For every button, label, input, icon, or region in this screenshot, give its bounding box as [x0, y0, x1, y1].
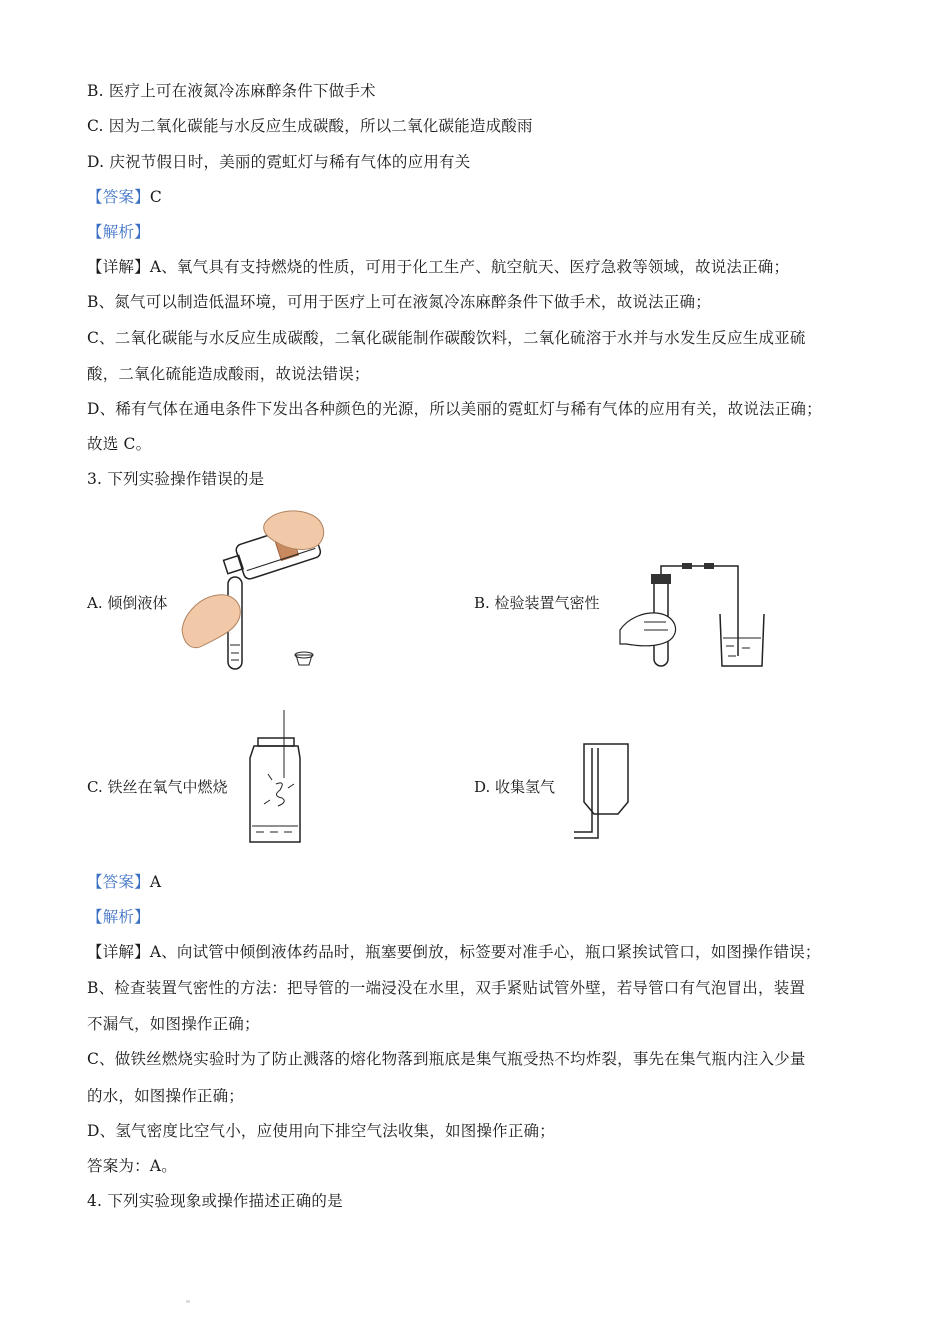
prev-option-c: C. 因为二氧化碳能与水反应生成碳酸，所以二氧化碳能造成酸雨 [87, 117, 533, 135]
q3-detail-b2: 不漏气，如图操作正确； [87, 1015, 260, 1033]
q3-detail-a: A、向试管中倾倒液体药品时，瓶塞要倒放，标签要对准手心，瓶口紧挨试管口，如图操作错误； [149, 943, 821, 961]
q4-stem: 4. 下列实验现象或操作描述正确的是 [87, 1192, 343, 1210]
q2-detail-a: A、氧气具有支持燃烧的性质，可用于化工生产、航空航天、医疗急救等领域，故说法正确； [149, 258, 790, 276]
prev-option-d: D. 庆祝节假日时，美丽的霓虹灯与稀有气体的应用有关 [87, 153, 471, 171]
q3-detail-b1: B、检查装置气密性的方法：把导管的一端浸没在水里，双手紧贴试管外壁，若导管口有气泡冒出，装置 [87, 979, 806, 997]
q3-option-a-label: A. 倾倒液体 [87, 594, 168, 612]
q3-conclusion: 答案为：A。 [87, 1157, 177, 1175]
q2-answer-tag: 【答案】 [87, 188, 150, 206]
q3-answer-tag: 【答案】 [87, 873, 150, 891]
airtightness-check-diagram [620, 560, 770, 672]
q3-detail-tag: 【详解】 [87, 943, 150, 961]
q2-answer-line [87, 187, 162, 207]
q2-detail-d: D、稀有气体在通电条件下发出各种颜色的光源，所以美丽的霓虹灯与稀有气体的应用有关，故说法正确； [87, 400, 822, 418]
q2-answer-value: C [149, 188, 162, 206]
q3-answer-value: A [149, 873, 162, 891]
q3-stem: 3. 下列实验操作错误的是 [87, 470, 265, 488]
q3-answer-line [87, 872, 161, 892]
iron-wire-combustion-diagram [246, 708, 306, 844]
q2-conclusion: 故选 C。 [87, 435, 152, 453]
q3-option-b-label: B. 检验装置气密性 [474, 594, 600, 612]
q2-detail-tag: 【详解】 [87, 258, 150, 276]
q3-option-d-label: D. 收集氢气 [474, 778, 556, 796]
q3-analysis-tag: 【解析】 [87, 908, 150, 926]
q2-detail-c1: C、二氧化碳能与水反应生成碳酸，二氧化碳能制作碳酸饮料，二氧化硫溶于水并与水发生反应生成亚硫 [87, 329, 806, 347]
q2-detail-c2: 酸，二氧化硫能造成酸雨，故说法错误； [87, 365, 370, 383]
prev-option-b: B. 医疗上可在液氮冷冻麻醉条件下做手术 [87, 82, 376, 100]
q3-detail-c2: 的水，如图操作正确； [87, 1087, 245, 1105]
q2-analysis-tag: 【解析】 [87, 223, 150, 241]
q3-option-c-label: C. 铁丝在氧气中燃烧 [87, 778, 228, 796]
pour-liquid-diagram [178, 505, 338, 675]
collect-hydrogen-diagram [570, 742, 634, 846]
q3-detail-a-line [87, 942, 821, 962]
q3-detail-d: D、氢气密度比空气小，应使用向下排空气法收集，如图操作正确； [87, 1122, 555, 1140]
q3-detail-c1: C、做铁丝燃烧实验时为了防止溅落的熔化物落到瓶底是集气瓶受热不均炸裂，事先在集气瓶内注入少量 [87, 1050, 806, 1068]
page-speck [186, 1300, 190, 1303]
q2-detail-b: B、氮气可以制造低温环境，可用于医疗上可在液氮冷冻麻醉条件下做手术，故说法正确； [87, 293, 711, 311]
q2-detail-a-line [87, 257, 789, 277]
